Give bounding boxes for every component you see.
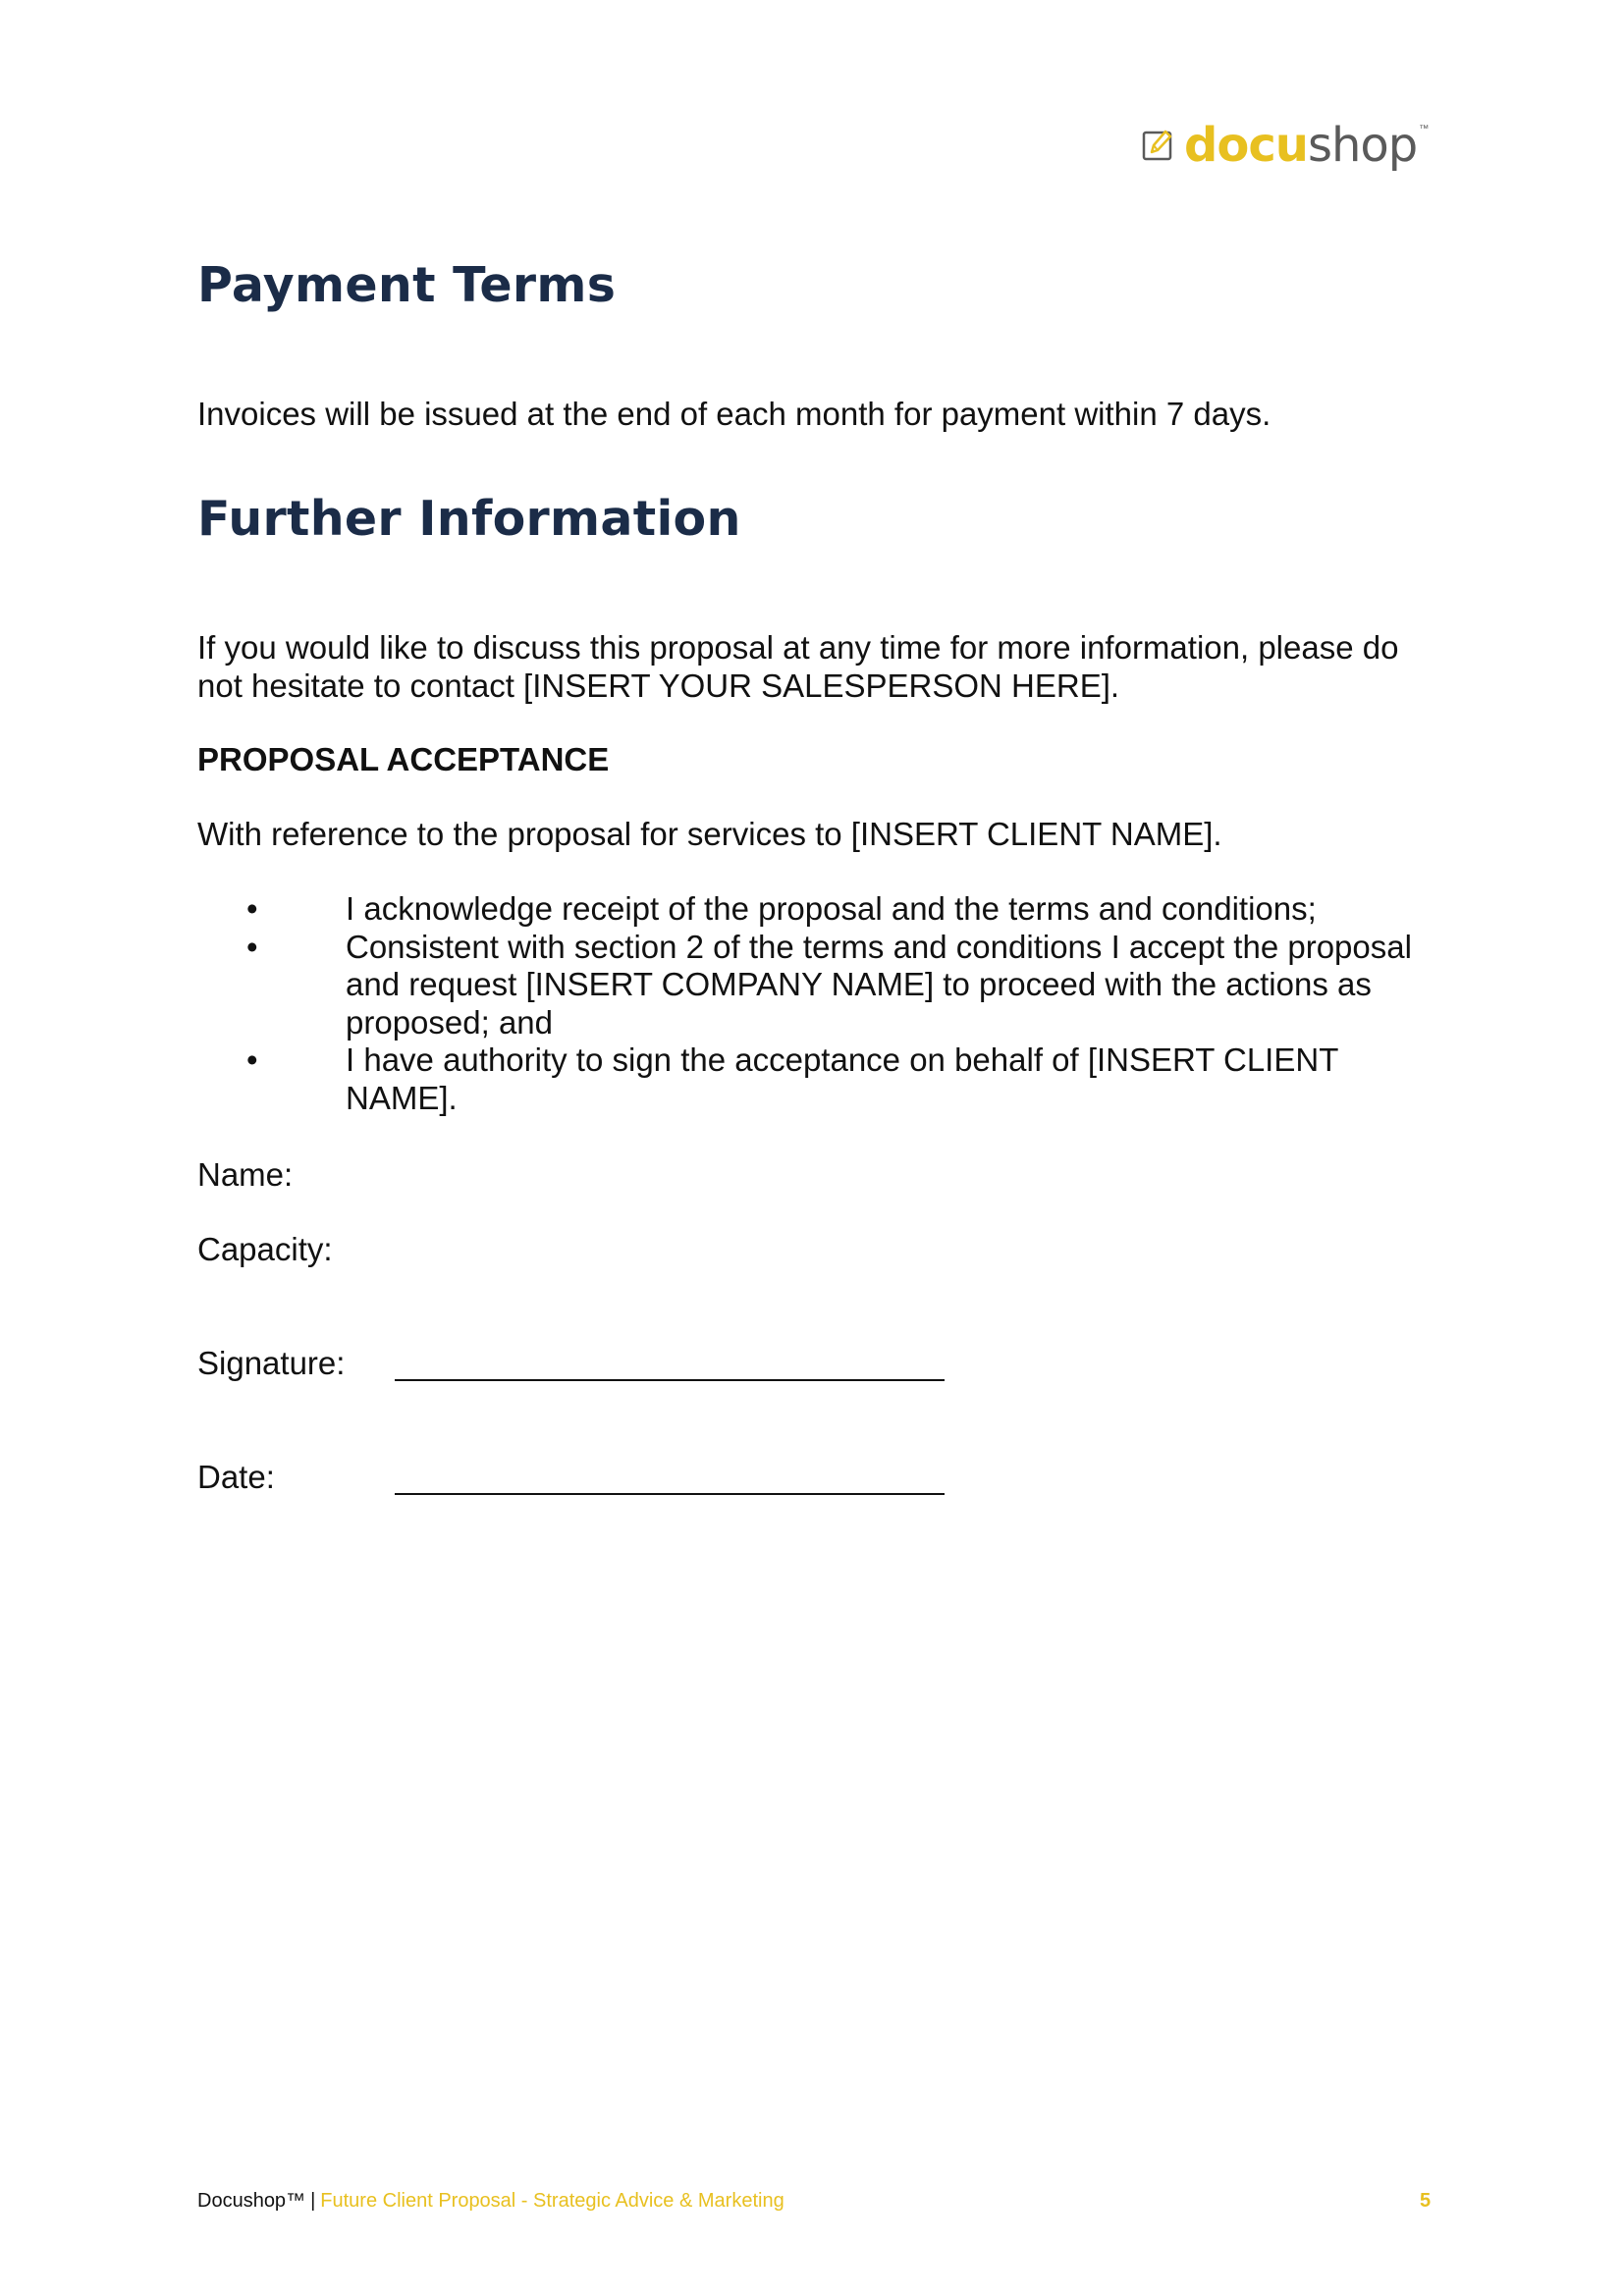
proposal-acceptance-heading: PROPOSAL ACCEPTANCE — [197, 741, 610, 777]
list-item-text: I have authority to sign the acceptance on behalf of [INSERT CLIENT NAME]. — [346, 1041, 1338, 1116]
further-information-heading: Further Information — [197, 491, 741, 547]
proposal-reference-text: With reference to the proposal for services to [INSERT CLIENT NAME]. — [197, 816, 1222, 852]
capacity-label: Capacity: — [197, 1231, 333, 1267]
bullet-icon: • — [246, 890, 258, 927]
payment-terms-text: Invoices will be issued at the end of each month for payment within 7 days. — [197, 396, 1271, 432]
list-item — [197, 929, 1444, 1042]
date-label: Date: — [197, 1459, 275, 1495]
list-item-text: Consistent with section 2 of the terms and conditions I accept the proposal and request [INSERT COMPANY NAME] to proceed with the actions as proposed; and — [346, 928, 1412, 1041]
docushop-logo — [1141, 116, 1429, 175]
list-item-text: I acknowledge receipt of the proposal and the terms and conditions; — [346, 890, 1317, 927]
logo-trademark: ™ — [1419, 124, 1430, 134]
list-item — [197, 1041, 1444, 1117]
bullet-icon: • — [246, 1041, 258, 1078]
footer-separator: | — [310, 2190, 316, 2212]
payment-terms-heading: Payment Terms — [197, 257, 617, 313]
logo-wordmark — [1184, 118, 1418, 173]
acceptance-list — [197, 890, 1444, 1117]
page-number: 5 — [1420, 2190, 1432, 2212]
pencil-document-icon — [1141, 128, 1176, 163]
page-footer — [197, 2190, 784, 2213]
logo-shop: shop — [1307, 118, 1418, 173]
signature-line[interactable] — [395, 1379, 945, 1381]
footer-document-title: Future Client Proposal - Strategic Advice & Marketing — [320, 2190, 784, 2212]
signature-label: Signature: — [197, 1345, 346, 1381]
logo-docu: docu — [1184, 118, 1308, 173]
list-item — [197, 890, 1444, 929]
date-line[interactable] — [395, 1493, 945, 1495]
further-information-text: If you would like to discuss this proposal at any time for more information, please do not hesitate to contact [INSERT YOUR SALESPERSON HERE]. — [197, 629, 1399, 704]
name-label: Name: — [197, 1156, 294, 1193]
bullet-icon: • — [246, 928, 258, 965]
footer-brand: Docushop™ — [197, 2190, 306, 2212]
